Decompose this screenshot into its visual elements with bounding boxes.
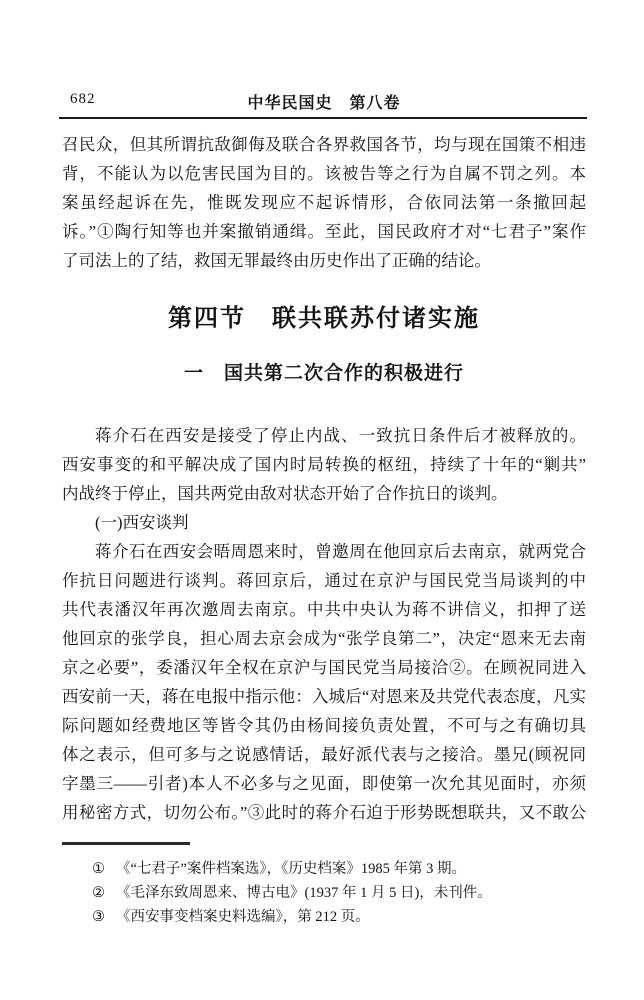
text-line: 作抗日问题进行谈判。蒋回京后，通过在京沪与国民党当局谈判的中 (62, 571, 586, 590)
running-title: 中华民国史 第八卷 (247, 95, 401, 112)
text-line: 蒋介石在西安是接受了停止内战、一致抗日条件后才被释放的。 (95, 426, 586, 445)
text-line: 内战终于停止，国共两党由敌对状态开始了合作抗日的谈判。 (62, 484, 508, 503)
footnote-text: 《毛泽东致周恩来、博古电》(1937 年 1 月 5 日)，未刊件。 (116, 885, 492, 901)
footnote-marker: ② (92, 885, 105, 901)
subsection-heading: 一 国共第二次合作的积极进行 (183, 363, 464, 384)
header-rule (59, 117, 587, 119)
text-line: 共代表潘汉年再次邀周去南京。中共中央认为蒋不讲信义，扣押了送 (62, 600, 586, 619)
section-heading: 第四节 联共联苏付诸实施 (168, 306, 480, 332)
text-line: 际问题如经费地区等皆令其仍由杨间接负责处置，不可与之有确切具 (62, 716, 586, 735)
paragraph-continued (62, 130, 586, 275)
text-line: 西安前一天，蒋在电报中指示他：入城后“对恩来及共党代表态度，凡实 (62, 687, 586, 706)
text-line: 字墨三——引者)本人不必多与之见面，即使第一次允其见面时，亦须 (62, 774, 586, 793)
paragraph-intro (62, 421, 586, 508)
footnotes (62, 857, 586, 929)
text-line: (一)西安谈判 (95, 513, 189, 532)
footnote-text: 《“七君子”案件档案选》，《历史档案》1985 年第 3 期。 (116, 861, 466, 877)
text-line: 背，不能认为以危害民国为目的。该被告等之行为自属不罚之列。本 (62, 164, 586, 183)
footnote (62, 857, 586, 881)
footnote-separator (62, 842, 190, 845)
text-line: 诉。”①陶行知等也并案撤销通缉。至此，国民政府才对“七君子”案作 (62, 222, 586, 241)
text-line: 他回京的张学良，担心周去京会成为“张学良第二”，决定“恩来无去南 (62, 629, 586, 648)
text-line: 召民众，但其所谓抗敌御侮及联合各界救国各节，均与现在国策不相违 (62, 135, 586, 154)
text-line: 案虽经起诉在先，惟既发现应不起诉情形，合依同法第一条撤回起 (62, 193, 586, 212)
text-line: 西安事变的和平解决成了国内时局转换的枢纽，持续了十年的“剿共” (62, 455, 586, 474)
text-line: 了司法上的了结，救国无罪最终由历史作出了正确的结论。 (62, 251, 491, 270)
text-line: 体之表示，但可多与之说感情话，最好派代表与之接洽。墨兄(顾祝同 (62, 745, 586, 764)
text-line: 用秘密方式，切勿公布。”③此时的蒋介石迫于形势既想联共，又不敢公 (62, 803, 586, 822)
footnote (62, 905, 586, 929)
footnote (62, 881, 586, 905)
subsection-item-heading (62, 508, 586, 537)
footnote-text: 《西安事变档案史料选编》，第 212 页。 (116, 909, 370, 925)
footnote-marker: ① (92, 861, 105, 877)
page-header (62, 90, 586, 112)
page-number: 682 (70, 91, 96, 107)
text-line: 京之必要”，委潘汉年全权在京沪与国民党当局接洽②。在顾祝同进入 (62, 658, 586, 677)
text-line: 蒋介石在西安会晤周恩来时，曾邀周在他回京后去南京，就两党合 (95, 542, 586, 561)
paragraph-xian-negotiation (62, 537, 586, 827)
footnote-marker: ③ (92, 909, 105, 925)
